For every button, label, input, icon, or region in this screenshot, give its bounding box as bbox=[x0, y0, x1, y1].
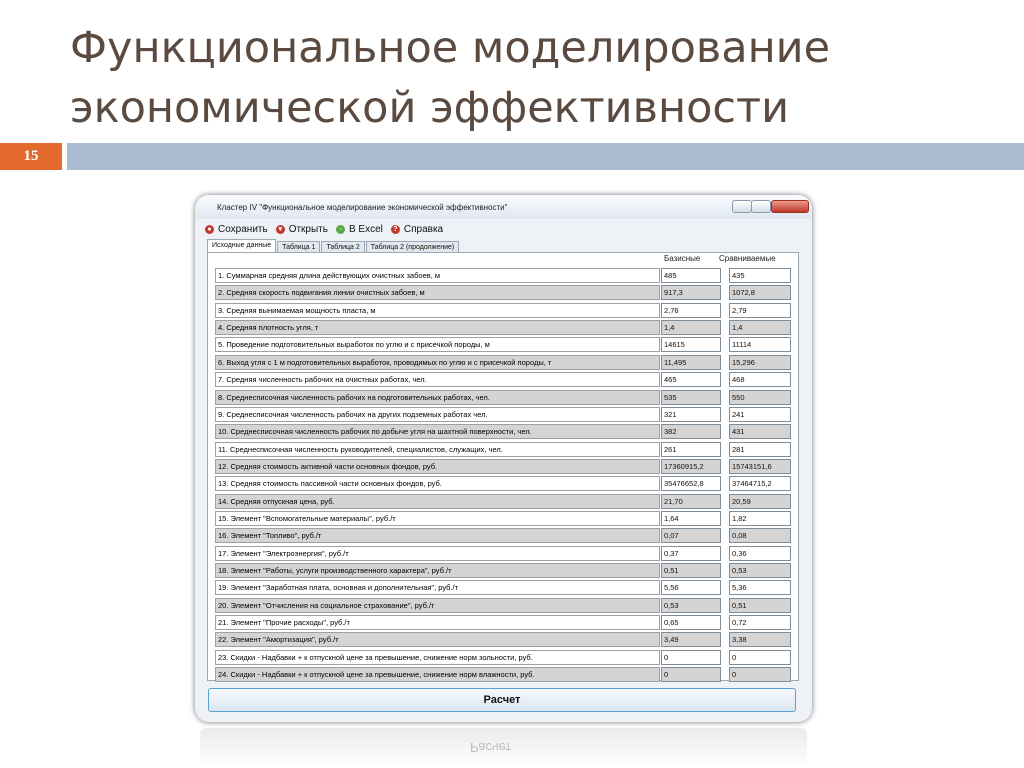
base-value-field[interactable]: 17360915,2 bbox=[661, 459, 721, 474]
base-value-field[interactable]: 321 bbox=[661, 407, 721, 422]
window-title: Кластер IV "Функциональное моделирование экономической эффективности" bbox=[217, 203, 508, 212]
row-label: 12. Средняя стоимость активной части основных фондов, руб. bbox=[215, 459, 660, 474]
base-value-field[interactable]: 3,49 bbox=[661, 632, 721, 647]
row-label: 9. Среднесписочная численность рабочих на других подземных работах чел. bbox=[215, 407, 660, 422]
row-label: 17. Элемент "Электроэнергия", руб./т bbox=[215, 546, 660, 561]
base-value-field[interactable]: 1,64 bbox=[661, 511, 721, 526]
base-value-field[interactable]: 535 bbox=[661, 390, 721, 405]
window-titlebar[interactable] bbox=[195, 195, 812, 219]
row-label: 14. Средняя отпускная цена, руб. bbox=[215, 494, 660, 509]
row-label: 15. Элемент "Вспомогательные материалы", руб./т bbox=[215, 511, 660, 526]
export-excel-button[interactable] bbox=[336, 224, 383, 235]
base-value-field[interactable]: 35476652,8 bbox=[661, 476, 721, 491]
compare-value-field[interactable]: 11114 bbox=[729, 337, 791, 352]
tab-table-2-continued[interactable]: Таблица 2 (продолжение) bbox=[366, 241, 459, 253]
row-label: 11. Среднесписочная численность руководителей, специалистов, служащих, чел. bbox=[215, 442, 660, 457]
maximize-button[interactable] bbox=[751, 200, 771, 213]
tab-table-1[interactable]: Таблица 1 bbox=[277, 241, 320, 253]
row-label: 20. Элемент "Отчисления на социальное страхование", руб./т bbox=[215, 598, 660, 613]
tab-source-data[interactable]: Исходные данные bbox=[207, 239, 276, 253]
help-label: Справка bbox=[403, 223, 444, 235]
compare-value-field[interactable]: 0,08 bbox=[729, 528, 791, 543]
compare-value-field[interactable]: 3,38 bbox=[729, 632, 791, 647]
compare-value-field[interactable]: 431 bbox=[729, 424, 791, 439]
base-value-field[interactable]: 14615 bbox=[661, 337, 721, 352]
compare-value-field[interactable]: 0,53 bbox=[729, 563, 791, 578]
row-label: 23. Скидки - Надбавки + к отпускной цене за превышение, снижение норм зольности, руб. bbox=[215, 650, 660, 665]
close-button[interactable] bbox=[771, 200, 809, 213]
row-label: 18. Элемент "Работы, услуги производственного характера", руб./т bbox=[215, 563, 660, 578]
save-label: Сохранить bbox=[218, 223, 268, 235]
row-label: 19. Элемент "Заработная плата, основная и дополнительная", руб./т bbox=[215, 580, 660, 595]
row-label: 7. Средняя численность рабочих на очистных работах, чел. bbox=[215, 372, 660, 387]
open-button[interactable] bbox=[276, 224, 328, 235]
tab-table-2[interactable]: Таблица 2 bbox=[321, 241, 364, 253]
row-label: 6. Выход угля с 1 м подготовительных выработок, проводимых по углю и с присечкой породы, т bbox=[215, 355, 660, 370]
open-icon: ▾ bbox=[276, 225, 285, 234]
base-value-field[interactable]: 2,76 bbox=[661, 303, 721, 318]
compare-value-field[interactable]: 15743151,6 bbox=[729, 459, 791, 474]
help-icon: ? bbox=[391, 225, 400, 234]
compare-value-field[interactable]: 15,296 bbox=[729, 355, 791, 370]
compare-value-field[interactable]: 1072,8 bbox=[729, 285, 791, 300]
compare-value-field[interactable]: 2,79 bbox=[729, 303, 791, 318]
base-value-field[interactable]: 0 bbox=[661, 650, 721, 665]
slide-title bbox=[70, 18, 1000, 138]
slide-number: 15 bbox=[0, 143, 62, 170]
base-value-field[interactable]: 261 bbox=[661, 442, 721, 457]
column-header-compare: Сравниваемые bbox=[719, 254, 776, 263]
compare-value-field[interactable]: 468 bbox=[729, 372, 791, 387]
compare-value-field[interactable]: 5,36 bbox=[729, 580, 791, 595]
excel-icon: ◦ bbox=[336, 225, 345, 234]
excel-label: В Excel bbox=[348, 223, 383, 235]
row-label: 4. Средняя плотность угля, т bbox=[215, 320, 660, 335]
compare-value-field[interactable]: 281 bbox=[729, 442, 791, 457]
row-label: 22. Элемент "Амортизация", руб./т bbox=[215, 632, 660, 647]
row-label: 2. Средняя скорость подвигания линии очистных забоев, м bbox=[215, 285, 660, 300]
row-label: 5. Проведение подготовительных выработок по углю и с присечкой породы, м bbox=[215, 337, 660, 352]
compare-value-field[interactable]: 435 bbox=[729, 268, 791, 283]
compare-value-field[interactable]: 0 bbox=[729, 667, 791, 682]
row-label: 24. Скидки - Надбавки + к отпускной цене за превышение, снижение норм влажности, руб. bbox=[215, 667, 660, 682]
base-value-field[interactable]: 465 bbox=[661, 372, 721, 387]
tab-strip bbox=[207, 239, 460, 253]
base-value-field[interactable]: 485 bbox=[661, 268, 721, 283]
row-label: 21. Элемент "Прочие расходы", руб./т bbox=[215, 615, 660, 630]
reflection-calc-label: Расчет bbox=[470, 740, 512, 755]
compare-value-field[interactable]: 241 bbox=[729, 407, 791, 422]
compare-value-field[interactable]: 0,51 bbox=[729, 598, 791, 613]
slide-title-line-2: экономической эффективности bbox=[70, 83, 790, 133]
compare-value-field[interactable]: 550 bbox=[729, 390, 791, 405]
compare-value-field[interactable]: 20,59 bbox=[729, 494, 791, 509]
minimize-button[interactable] bbox=[732, 200, 752, 213]
slide-header-bar bbox=[67, 143, 1024, 170]
compare-value-field[interactable]: 0,36 bbox=[729, 546, 791, 561]
base-value-field[interactable]: 11,495 bbox=[661, 355, 721, 370]
save-icon: ● bbox=[205, 225, 214, 234]
base-value-field[interactable]: 5,56 bbox=[661, 580, 721, 595]
base-value-field[interactable]: 0,07 bbox=[661, 528, 721, 543]
row-label: 16. Элемент "Топливо", руб./т bbox=[215, 528, 660, 543]
base-value-field[interactable]: 21,70 bbox=[661, 494, 721, 509]
base-value-field[interactable]: 0,65 bbox=[661, 615, 721, 630]
base-value-field[interactable]: 1,4 bbox=[661, 320, 721, 335]
save-button[interactable] bbox=[205, 224, 268, 235]
base-value-field[interactable]: 0,37 bbox=[661, 546, 721, 561]
base-value-field[interactable]: 0 bbox=[661, 667, 721, 682]
row-label: 1. Суммарная средняя длина действующих очистных забоев, м bbox=[215, 268, 660, 283]
column-header-base: Базисные bbox=[664, 254, 701, 263]
slide-title-line-1: Функциональное моделирование bbox=[70, 23, 831, 73]
toolbar bbox=[205, 221, 451, 237]
row-label: 13. Средняя стоимость пассивной части основных фондов, руб. bbox=[215, 476, 660, 491]
base-value-field[interactable]: 917,3 bbox=[661, 285, 721, 300]
base-value-field[interactable]: 382 bbox=[661, 424, 721, 439]
calculate-button[interactable]: Расчет bbox=[208, 688, 796, 712]
compare-value-field[interactable]: 1,4 bbox=[729, 320, 791, 335]
app-window bbox=[195, 195, 812, 722]
compare-value-field[interactable]: 1,82 bbox=[729, 511, 791, 526]
base-value-field[interactable]: 0,53 bbox=[661, 598, 721, 613]
row-label: 10. Среднесписочная численность рабочих по добыче угля на шахтной поверхности, чел. bbox=[215, 424, 660, 439]
base-value-field[interactable]: 0,51 bbox=[661, 563, 721, 578]
open-label: Открыть bbox=[288, 223, 328, 235]
compare-value-field[interactable]: 0 bbox=[729, 650, 791, 665]
row-label: 8. Среднесписочная численность рабочих на подготовительных работах, чел. bbox=[215, 390, 660, 405]
row-label: 3. Средняя вынимаемая мощность пласта, м bbox=[215, 303, 660, 318]
compare-value-field[interactable]: 37464715,2 bbox=[729, 476, 791, 491]
compare-value-field[interactable]: 0,72 bbox=[729, 615, 791, 630]
help-button[interactable] bbox=[391, 224, 443, 235]
